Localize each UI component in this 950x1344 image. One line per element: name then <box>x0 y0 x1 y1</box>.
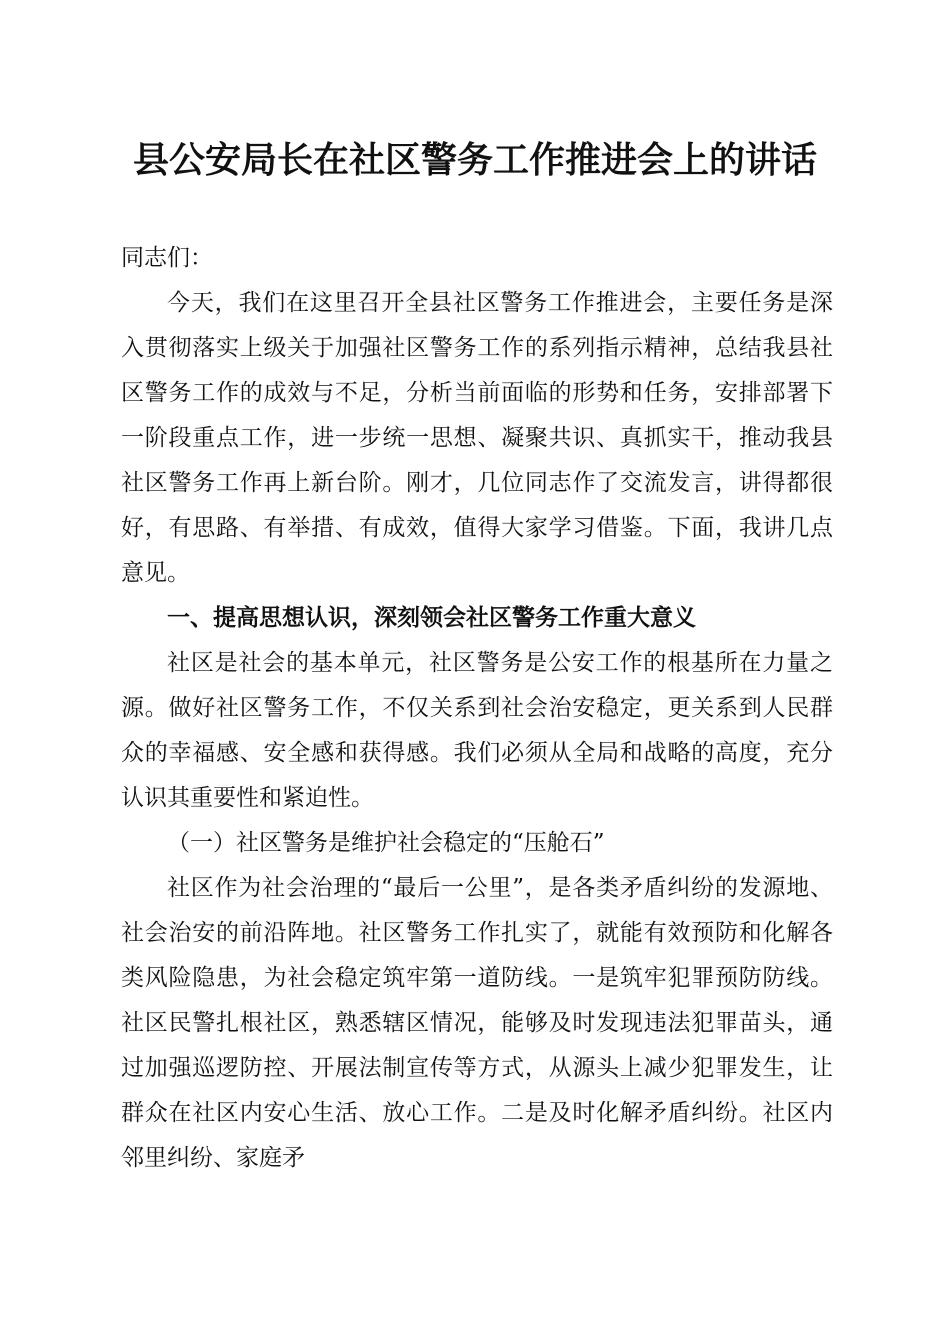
subsection-heading-1: （一）社区警务是维护社会稳定的“压舱石” <box>167 830 605 856</box>
greeting: 同志们： <box>121 245 213 271</box>
subsection-1-paragraph: 社区作为社会治理的“最后一公里”，是各类矛盾纠纷的发源地、社会治安的前沿阵地。社区警务工作扎实了，就能有效预防和化解各类风险隐患，为社会稳定筑牢第一道防线。一是筑牢犯罪预防防线。社区民警扎根社区，熟悉辖区情况，能够及时发现违法犯罪苗头，通过加强巡逻防控、开展法制宣传等方式，从源头上减少犯罪发生，让群众在社区内安心生活、放心工作。二是及时化解矛盾纠纷。社区内邻里纠纷、家庭矛 <box>121 875 833 1171</box>
document-title: 县公安局长在社区警务工作推进会上的讲话 <box>132 139 817 181</box>
intro-paragraph: 今天，我们在这里召开全县社区警务工作推进会，主要任务是深入贯彻落实上级关于加强社区警务工作的系列指示精神，总结我县社区警务工作的成效与不足，分析当前面临的形势和任务，安排部署下一阶段重点工作，进一步统一思想、凝聚共识、真抓实干，推动我县社区警务工作再上新台阶。刚才，几位同志作了交流发言，讲得都很好，有思路、有举措、有成效，值得大家学习借鉴。下面，我讲几点意见。 <box>121 290 833 586</box>
section-heading-1: 一、提高思想认识，深刻领会社区警务工作重大意义 <box>167 605 696 631</box>
section-1-paragraph: 社区是社会的基本单元，社区警务是公安工作的根基所在力量之源。做好社区警务工作，不仅关系到社会治安稳定，更关系到人民群众的幸福感、安全感和获得感。我们必须从全局和战略的高度，充分认识其重要性和紧迫性。 <box>121 650 833 811</box>
document-body <box>121 236 833 1181</box>
